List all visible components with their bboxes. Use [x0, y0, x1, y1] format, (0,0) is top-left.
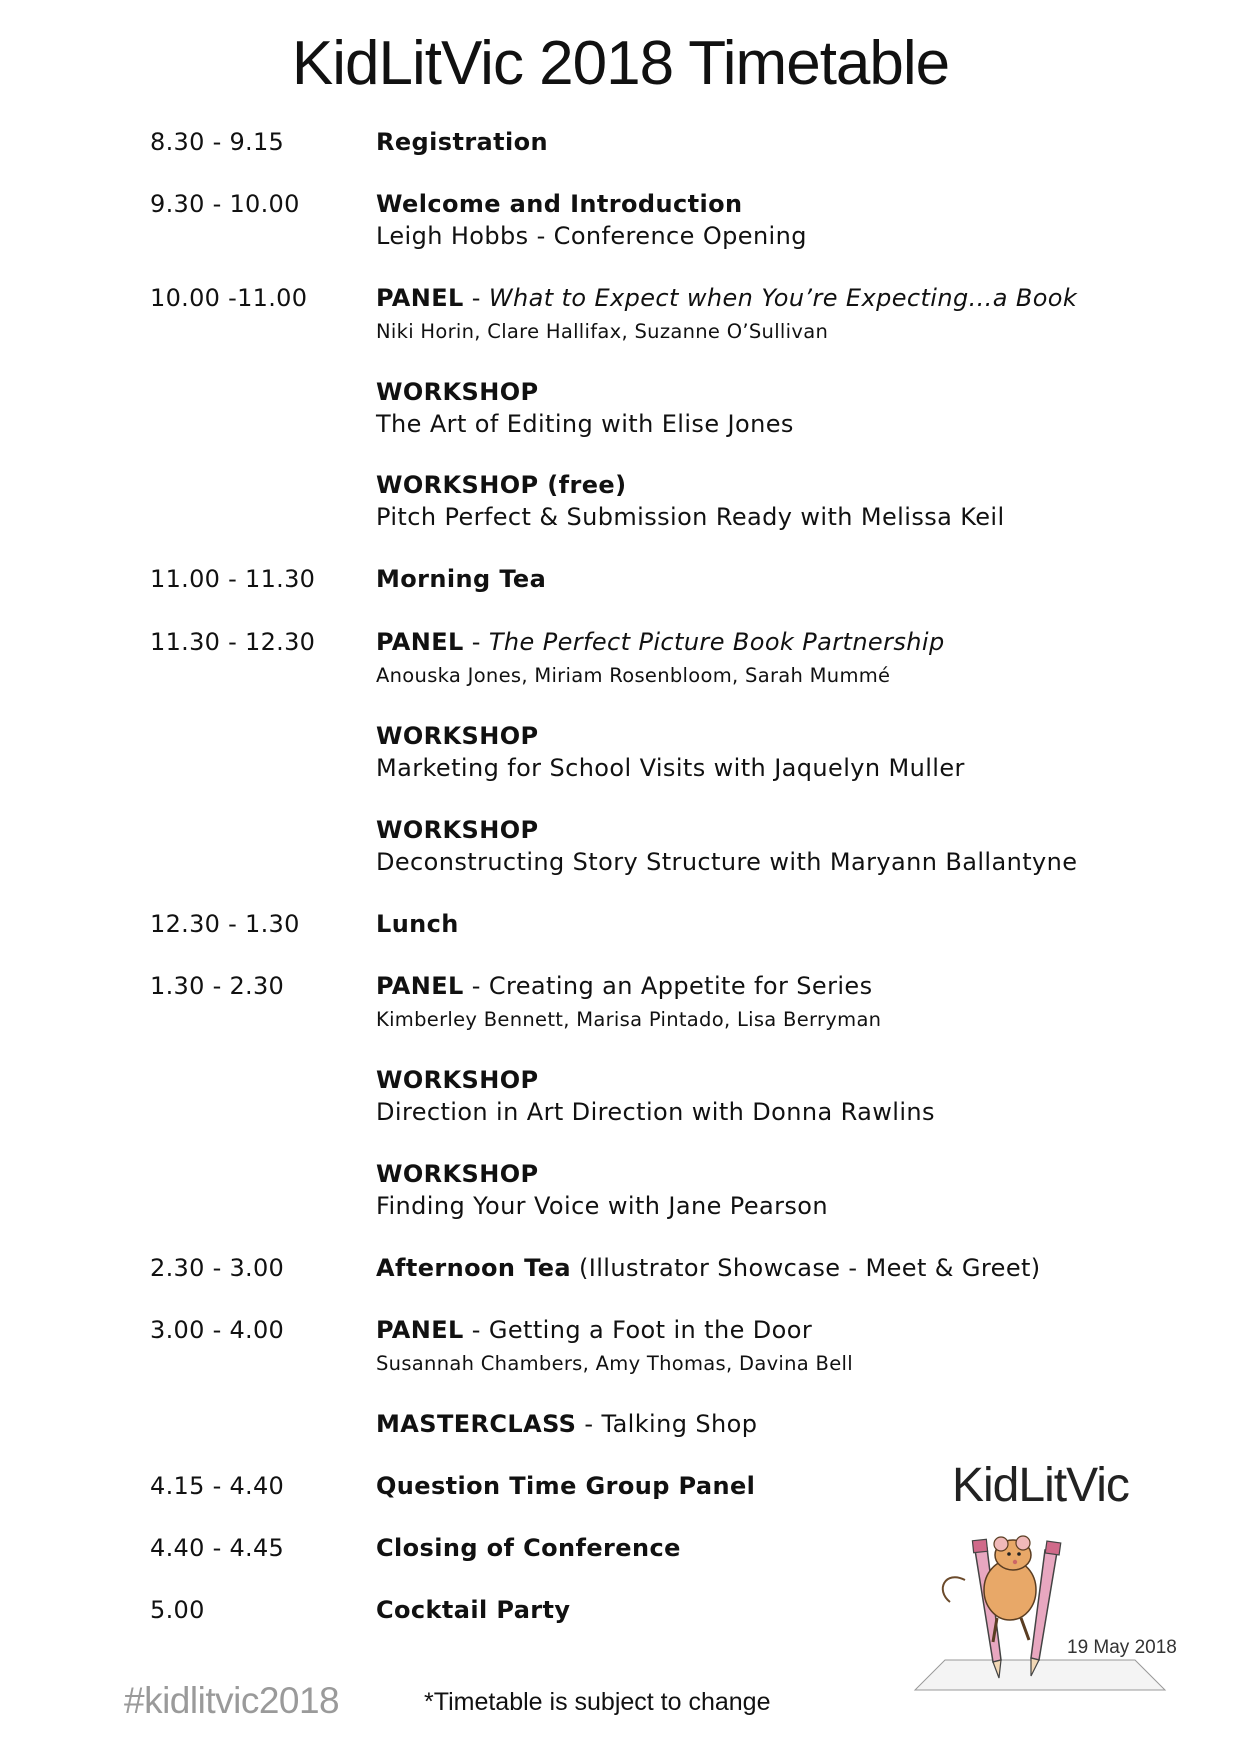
- time-slot: 9.30 - 10.00: [150, 190, 300, 218]
- session-detail: Direction in Art Direction with Donna Rawlins: [376, 1098, 935, 1126]
- session-title: Afternoon Tea: [376, 1254, 571, 1282]
- session-heading: [376, 1254, 1041, 1282]
- session-heading: [376, 628, 945, 656]
- session-type: WORKSHOP (free): [376, 471, 627, 499]
- time-slot: 4.15 - 4.40: [150, 1472, 285, 1500]
- time-slot: 1.30 - 2.30: [150, 972, 285, 1000]
- session-type: MASTERCLASS: [376, 1410, 577, 1438]
- session-detail: Marketing for School Visits with Jaquelyn Muller: [376, 754, 965, 782]
- session-heading: [376, 1316, 812, 1344]
- session-heading: [376, 284, 1077, 312]
- session-detail: The Art of Editing with Elise Jones: [376, 410, 794, 438]
- time-slot: 10.00 -11.00: [150, 284, 308, 312]
- disclaimer-note: *Timetable is subject to change: [424, 1688, 771, 1716]
- session-type: PANEL: [376, 972, 464, 1000]
- time-slot: 3.00 - 4.00: [150, 1316, 285, 1344]
- session-type: PANEL: [376, 628, 464, 656]
- session-type: WORKSHOP: [376, 378, 539, 406]
- session-type: WORKSHOP: [376, 722, 539, 750]
- panelists: Susannah Chambers, Amy Thomas, Davina Bell: [376, 1352, 853, 1375]
- separator: -: [463, 284, 489, 312]
- session-title: Question Time Group Panel: [376, 1472, 756, 1500]
- logo-wordmark: KidLitVic: [952, 1459, 1129, 1512]
- panelists: Niki Horin, Clare Hallifax, Suzanne O’Sullivan: [376, 320, 829, 343]
- session-heading: [376, 972, 873, 1000]
- session-type: PANEL: [376, 1316, 464, 1344]
- session-detail: Deconstructing Story Structure with Maryann Ballantyne: [376, 848, 1078, 876]
- session-title: Morning Tea: [376, 565, 547, 593]
- session-title: What to Expect when You’re Expecting...a Book: [488, 284, 1078, 312]
- session-title: - Talking Shop: [576, 1410, 758, 1438]
- mouse-pencils-illustration: [905, 1510, 1180, 1695]
- session-detail: Leigh Hobbs - Conference Opening: [376, 222, 807, 250]
- page-title: KidLitVic 2018 Timetable: [291, 29, 950, 98]
- time-slot: 2.30 - 3.00: [150, 1254, 285, 1282]
- session-type: WORKSHOP: [376, 816, 539, 844]
- session-detail: Pitch Perfect & Submission Ready with Melissa Keil: [376, 503, 1005, 531]
- session-title: Lunch: [376, 910, 459, 938]
- session-heading: [376, 1410, 757, 1438]
- session-type: PANEL: [376, 284, 464, 312]
- panelists: Kimberley Bennett, Marisa Pintado, Lisa Berryman: [376, 1008, 882, 1031]
- time-slot: 11.30 - 12.30: [150, 628, 316, 656]
- session-title: Welcome and Introduction: [376, 190, 743, 218]
- session-detail: Finding Your Voice with Jane Pearson: [376, 1192, 828, 1220]
- hashtag: #kidlitvic2018: [124, 1680, 340, 1721]
- paper-sheet: [915, 1660, 1165, 1690]
- session-title: - Getting a Foot in the Door: [463, 1316, 813, 1344]
- session-type: WORKSHOP: [376, 1160, 539, 1188]
- time-slot: 11.00 - 11.30: [150, 565, 316, 593]
- separator: -: [463, 628, 489, 656]
- session-title: Cocktail Party: [376, 1596, 571, 1624]
- session-type: WORKSHOP: [376, 1066, 539, 1094]
- pencil-right-icon: [1031, 1541, 1061, 1676]
- session-title: Registration: [376, 128, 549, 156]
- time-slot: 5.00: [150, 1596, 205, 1624]
- session-detail: (Illustrator Showcase - Meet & Greet): [570, 1254, 1041, 1282]
- time-slot: 12.30 - 1.30: [150, 910, 300, 938]
- time-slot: 8.30 - 9.15: [150, 128, 285, 156]
- time-slot: 4.40 - 4.45: [150, 1534, 285, 1562]
- session-title: Closing of Conference: [376, 1534, 681, 1562]
- panelists: Anouska Jones, Miriam Rosenbloom, Sarah Mummé: [376, 664, 891, 687]
- session-title: - Creating an Appetite for Series: [463, 972, 873, 1000]
- event-date: 19 May 2018: [1067, 1637, 1177, 1658]
- session-title: The Perfect Picture Book Partnership: [488, 628, 945, 656]
